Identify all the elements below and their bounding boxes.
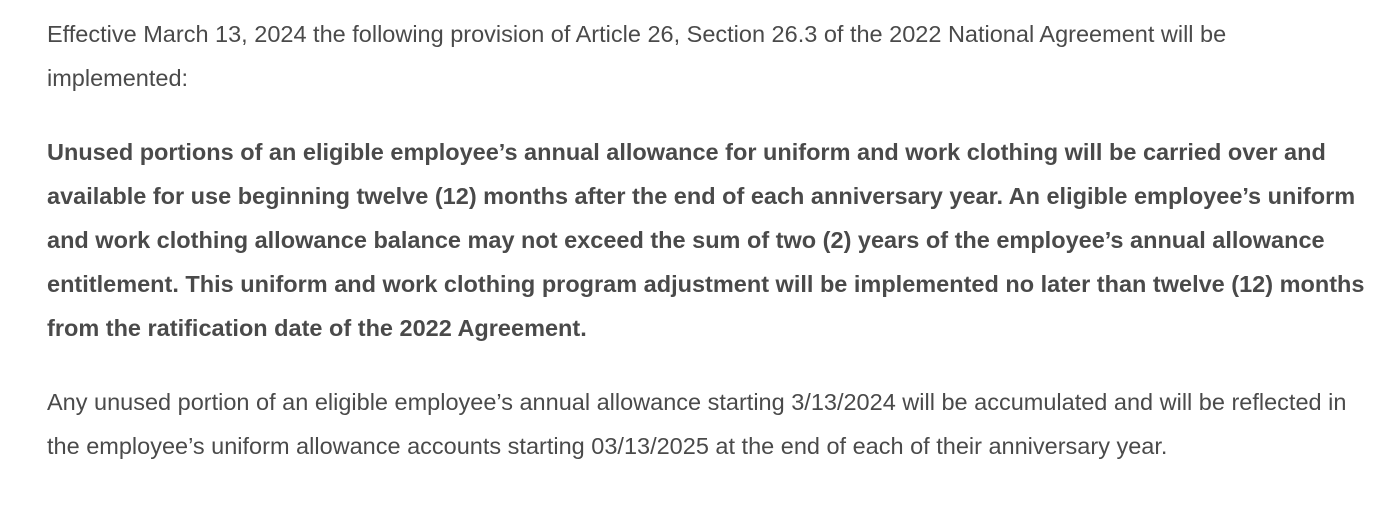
provision-paragraph: Unused portions of an eligible employee’s annual allowance for uniform and work clothing will be carried over and available for use beginning twelve (12) months after the end of each anniversary year. An eligible employee’s uniform and work clothing allowance balance may not exceed the sum of two (2) years of the employee’s annual allowance entitlement. This uniform and work clothing program adjustment will be implemented no later than twelve (12) months from the ratification date of the 2022 Agreement. [47,139,1365,341]
note-paragraph: Any unused portion of an eligible employee’s annual allowance starting 3/13/2024 will be accumulated and will be reflected in the employee’s uniform allowance accounts starting 03/13/2025 at the end of each of their anniversary year. [47,389,1347,459]
document-body [47,12,1372,468]
intro-paragraph: Effective March 13, 2024 the following provision of Article 26, Section 26.3 of the 2022 National Agreement will be implemented: [47,21,1227,91]
